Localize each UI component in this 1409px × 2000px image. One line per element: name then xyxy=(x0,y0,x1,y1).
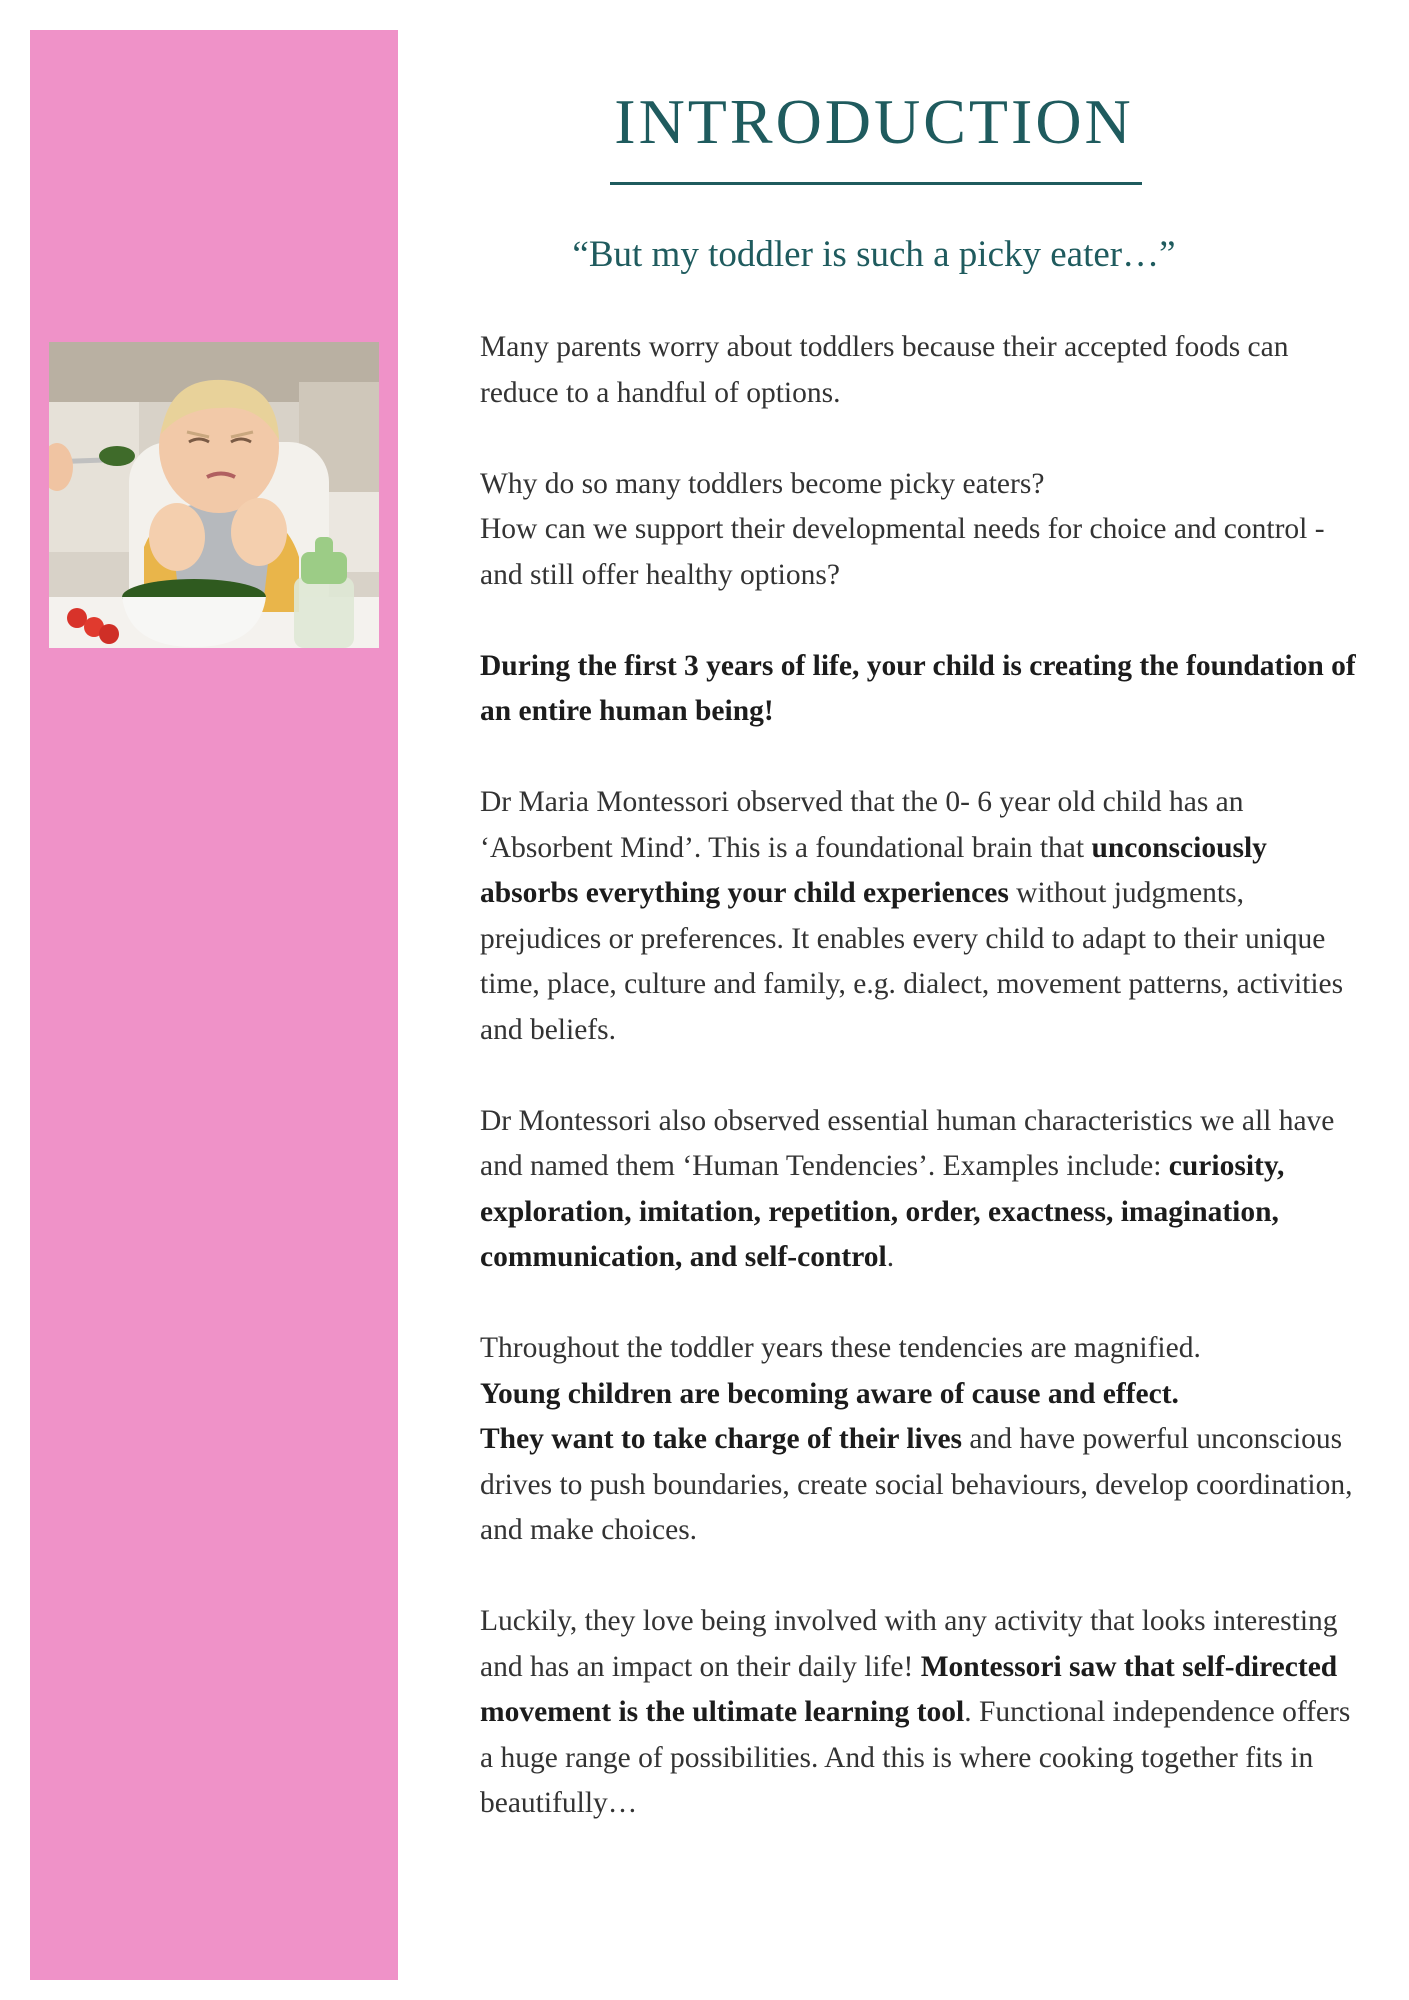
p2-question-1: Why do so many toddlers become picky eaters? xyxy=(480,467,1045,500)
p4-text-c: without judgments, prejudices or preferences. It enables every child to adapt to their unique time, place, culture and family, e.g. dialect, movement patterns, activities and beliefs. xyxy=(480,877,1344,1046)
p4-bold: unconsciously absorbs everything your child experiences xyxy=(480,831,1267,909)
paragraph-7 xyxy=(480,1599,1368,1827)
paragraph-4 xyxy=(480,780,1368,1053)
title-divider xyxy=(610,182,1142,185)
p7-text-c: . Functional independence offers a huge range of possibilities. And this is where cooking together fits in beautifully… xyxy=(480,1696,1351,1819)
p5-bold: curiosity, exploration, imitation, repetition, order, exactness, imagination, communication, and self-control xyxy=(480,1150,1285,1273)
paragraph-5 xyxy=(480,1099,1368,1281)
p7-text-a: Luckily, they love being involved with any activity that looks interesting and has an impact on their daily life! xyxy=(480,1605,1338,1683)
sidebar-panel xyxy=(30,30,398,1980)
body-text xyxy=(480,325,1368,1872)
page-title: INTRODUCTION xyxy=(614,86,1134,157)
paragraph-2 xyxy=(480,462,1368,599)
p4-text-a: Dr Maria Montessori observed that the 0- 6 year old child has an ‘Absorbent Mind’. This is a foundational brain that xyxy=(480,786,1244,864)
paragraph-3 xyxy=(480,644,1368,735)
p2-question-2: How can we support their developmental needs for choice and control - and still offer healthy options? xyxy=(480,513,1325,591)
p7-bold: Montessori saw that self-directed movement is the ultimate learning tool xyxy=(480,1650,1338,1728)
p1-text: Many parents worry about toddlers because their accepted foods can reduce to a handful of options. xyxy=(480,331,1289,409)
p6-bold-1: Young children are becoming aware of cause and effect. xyxy=(480,1377,1179,1410)
p6-text-a: Throughout the toddler years these tendencies are magnified. xyxy=(480,1332,1201,1364)
p5-text-c: . xyxy=(886,1241,895,1273)
paragraph-6 xyxy=(480,1326,1368,1554)
toddler-photo xyxy=(49,342,379,648)
p6-bold-2: They want to take charge of their lives xyxy=(480,1423,963,1455)
p6-text-d: and have powerful unconscious drives to push boundaries, create social behaviours, develop coordination, and make choices. xyxy=(480,1423,1353,1546)
p5-text-a: Dr Montessori also observed essential human characteristics we all have and named them ‘Human Tendencies’. Examples include: xyxy=(480,1104,1335,1182)
p3-bold: During the first 3 years of life, your child is creating the foundation of an entire human being! xyxy=(480,649,1356,727)
paragraph-1 xyxy=(480,325,1368,416)
intro-quote: “But my toddler is such a picky eater…” xyxy=(572,234,1176,275)
toddler-refusing-food-icon xyxy=(49,342,379,648)
